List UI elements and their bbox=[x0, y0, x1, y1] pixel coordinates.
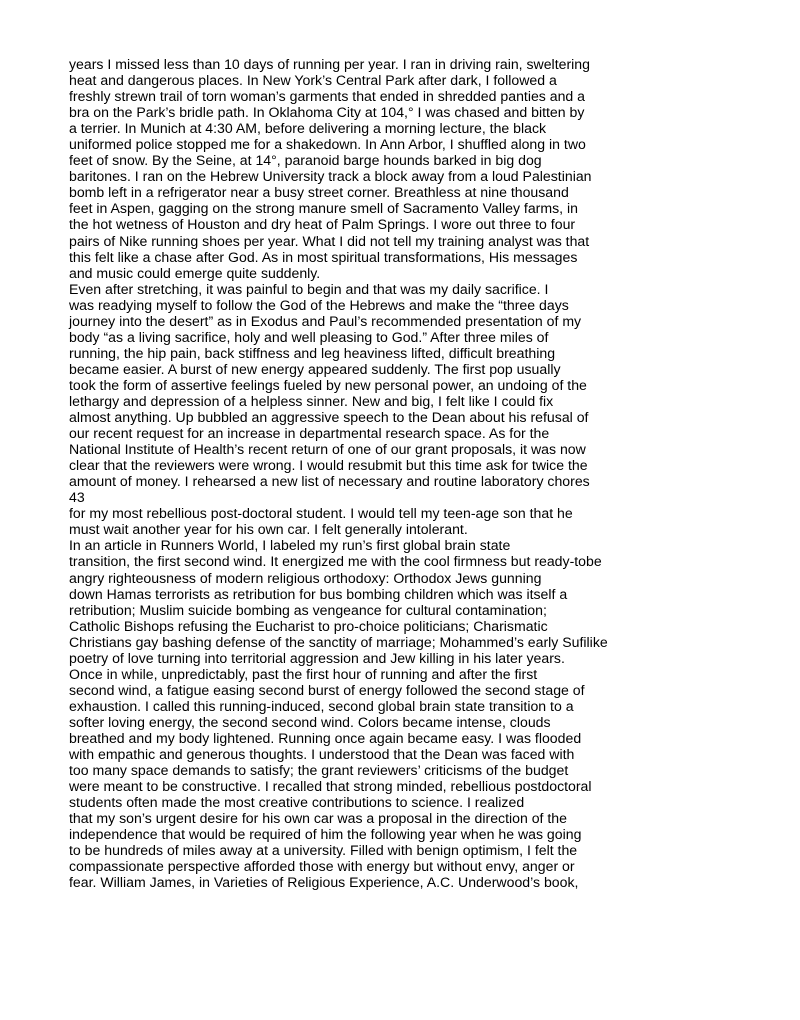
text-line: our recent request for an increase in departmental research space. As for the bbox=[69, 425, 550, 442]
text-line: fear. William James, in Varieties of Religious Experience, A.C. Underwood’s book, bbox=[69, 874, 579, 891]
text-line: lethargy and depression of a helpless sinner. New and big, I felt like I could fix bbox=[69, 392, 554, 409]
text-line: In an article in Runners World, I labeled my run’s first global brain state bbox=[69, 537, 511, 554]
text-line: uniformed police stopped me for a shakedown. In Ann Arbor, I shuffled along in two bbox=[69, 136, 586, 153]
text-line: Catholic Bishops refusing the Eucharist to pro-choice politicians; Charismatic bbox=[69, 617, 548, 634]
text-line: transition, the first second wind. It energized me with the cool firmness but ready-tobe bbox=[69, 553, 602, 570]
text-line: this felt like a chase after God. As in most spiritual transformations, His messages bbox=[69, 248, 578, 265]
text-line: National Institute of Health’s recent return of one of our grant proposals, it was now bbox=[69, 441, 586, 458]
text-line: were meant to be constructive. I recalled that strong minded, rebellious postdoctoral bbox=[69, 778, 592, 795]
text-line: second wind, a fatigue easing second burst of energy followed the second stage of bbox=[69, 681, 585, 698]
text-line: freshly strewn trail of torn woman’s garments that ended in shredded panties and a bbox=[69, 88, 586, 105]
page-number: 43 bbox=[69, 489, 85, 506]
text-line: heat and dangerous places. In New York’s Central Park after dark, I followed a bbox=[69, 72, 557, 89]
text-line: journey into the desert” as in Exodus and Paul’s recommended presentation of my bbox=[69, 312, 582, 329]
text-line: for my most rebellious post-doctoral student. I would tell my teen-age son that he bbox=[69, 505, 573, 522]
text-line: down Hamas terrorists as retribution for bus bombing children which was itself a bbox=[69, 585, 568, 602]
text-line: Even after stretching, it was painful to begin and that was my daily sacrifice. I bbox=[69, 280, 549, 297]
text-line: must wait another year for his own car. I felt generally intolerant. bbox=[69, 521, 468, 538]
text-line: to be hundreds of miles away at a university. Filled with benign optimism, I felt the bbox=[69, 842, 578, 859]
text-line: students often made the most creative contributions to science. I realized bbox=[69, 794, 525, 811]
text-line: bomb left in a refrigerator near a busy street corner. Breathless at nine thousand bbox=[69, 184, 569, 201]
text-line: softer loving energy, the second second wind. Colors became intense, clouds bbox=[69, 713, 551, 730]
text-line: exhaustion. I called this running-induced, second global brain state transition to a bbox=[69, 697, 574, 714]
text-line: a terrier. In Munich at 4:30 AM, before delivering a morning lecture, the black bbox=[69, 120, 547, 137]
document-page bbox=[69, 56, 749, 890]
text-line: years I missed less than 10 days of running per year. I ran in driving rain, sweltering bbox=[69, 56, 590, 72]
text-line: took the form of assertive feelings fueled by new personal power, an undoing of the bbox=[69, 376, 587, 393]
text-line: body “as a living sacrifice, holy and well pleasing to God.” After three miles of bbox=[69, 328, 549, 345]
text-line: retribution; Muslim suicide bombing as vengeance for cultural contamination; bbox=[69, 601, 547, 618]
text-line: that my son’s urgent desire for his own car was a proposal in the direction of the bbox=[69, 810, 567, 827]
text-line: too many space demands to satisfy; the grant reviewers’ criticisms of the budget bbox=[69, 762, 569, 779]
text-line: angry righteousness of modern religious orthodoxy: Orthodox Jews gunning bbox=[69, 569, 542, 586]
text-line: compassionate perspective afforded those with energy but without envy, anger or bbox=[69, 858, 575, 875]
text-line: was readying myself to follow the God of the Hebrews and make the “three days bbox=[69, 296, 569, 313]
text-line: with empathic and generous thoughts. I understood that the Dean was faced with bbox=[69, 746, 575, 763]
text-line: independence that would be required of him the following year when he was going bbox=[69, 826, 582, 843]
text-line: pairs of Nike running shoes per year. What I did not tell my training analyst was that bbox=[69, 232, 590, 249]
text-line: clear that the reviewers were wrong. I would resubmit but this time ask for twice the bbox=[69, 457, 588, 474]
text-line: amount of money. I rehearsed a new list of necessary and routine laboratory chores bbox=[69, 473, 590, 490]
text-line: feet of snow. By the Seine, at 14°, paranoid barge hounds barked in big dog bbox=[69, 152, 542, 169]
text-line: the hot wetness of Houston and dry heat of Palm Springs. I wore out three to four bbox=[69, 216, 576, 233]
text-line: Christians gay bashing defense of the sanctity of marriage; Mohammed’s early Sufilike bbox=[69, 633, 608, 650]
text-line: breathed and my body lightened. Running once again became easy. I was flooded bbox=[69, 729, 582, 746]
text-line: Once in while, unpredictably, past the first hour of running and after the first bbox=[69, 665, 538, 682]
text-line: almost anything. Up bubbled an aggressive speech to the Dean about his refusal of bbox=[69, 409, 589, 426]
text-line: bra on the Park’s bridle path. In Oklahoma City at 104,° I was chased and bitten by bbox=[69, 104, 585, 121]
text-line: poetry of love turning into territorial aggression and Jew killing in his later years. bbox=[69, 649, 565, 666]
text-line: feet in Aspen, gagging on the strong manure smell of Sacramento Valley farms, in bbox=[69, 200, 578, 217]
text-line: baritones. I ran on the Hebrew University track a block away from a loud Palestinian bbox=[69, 168, 592, 185]
text-line: became easier. A burst of new energy appeared suddenly. The first pop usually bbox=[69, 360, 561, 377]
text-line: and music could emerge quite suddenly. bbox=[69, 264, 321, 281]
text-line: running, the hip pain, back stiffness and leg heaviness lifted, difficult breathing bbox=[69, 344, 556, 361]
